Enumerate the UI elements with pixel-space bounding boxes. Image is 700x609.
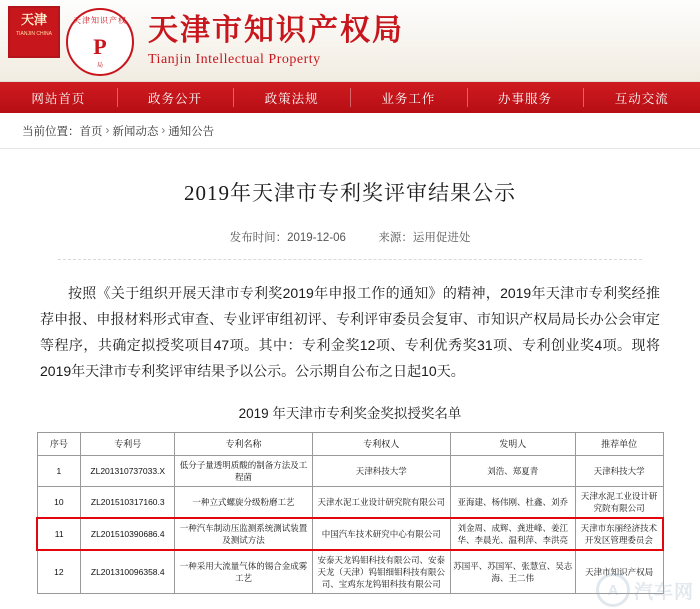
breadcrumb-item-notice[interactable]: 通知公告 [168,125,215,138]
meta-divider [58,259,642,260]
seal-top-label: 天津知识产权 [73,16,127,25]
column-header-inventors: 发明人 [450,433,575,456]
cell-owner: 天津水泥工业设计研究院有限公司 [312,487,450,519]
cell-patent-name: 低分子量透明质酸的制备方法及工程菌 [175,456,313,487]
column-header-owner: 专利权人 [312,433,450,456]
table-caption: 2019 年天津市专利奖金奖拟授奖名单 [238,406,462,421]
nav-item-interaction[interactable]: 互动交流 [583,82,700,113]
breadcrumb [0,113,700,149]
breadcrumb-separator-1: › [105,124,110,137]
cell-patent-id: ZL201510317160.3 [81,487,175,519]
cell-owner: 安泰天龙钨钼科技有限公司、安泰天龙（天津）钨钼细钼科技有限公司、宝鸡东龙钨钼科技有限公司 [312,550,450,594]
column-header-patent-name: 专利名称 [175,433,313,456]
breadcrumb-item-news[interactable]: 新闻动态 [112,125,159,138]
article [0,177,700,594]
seal-center-glyph: P [93,34,107,59]
publish-date-value: 2019-12-06 [287,232,346,244]
cell-patent-name: 一种汽车制动压监测系统测试装置及测试方法 [175,518,313,550]
source-label: 来源： [378,232,413,244]
nav-item-policies[interactable]: 政策法规 [233,82,350,113]
cell-recommender: 天津市东丽经济技术开发区管理委员会 [575,518,663,550]
column-header-patent-id: 专利号 [81,433,175,456]
table-header-row [37,433,663,456]
cell-inventors: 刘浩、郑夏青 [450,456,575,487]
cell-no: 11 [37,518,81,550]
cell-inventors: 亚海建、杨伟刚、杜鑫、刘乔 [450,487,575,519]
table-row [37,487,663,519]
nav-item-home[interactable]: 网站首页 [31,91,86,106]
main-navigation [0,82,700,113]
cell-recommender: 天津市知识产权局 [575,550,663,594]
cell-patent-name: 一种采用大流量气体的锡合金成雾工艺 [175,550,313,594]
cell-owner: 天津科技大学 [312,456,450,487]
site-banner [0,0,700,82]
site-title-block [148,14,404,68]
breadcrumb-separator-2: › [161,124,166,137]
emblem-label-en: TIANJIN CHINA [16,31,52,37]
article-body: 按照《关于组织开展天津市专利奖2019年申报工作的通知》的精神，2019年天津市专利奖经推荐申报、申报材料形式审查、专业评审组初评、专利评审委员会复审、市知识产权局局长办公会审定等程序，共确定拟授奖项目47项。其中：专利金奖12项、专利优秀奖31项、专利创业奖4项。现将2019年天津市专利奖评审结果予以公示。公示期自公布之日起10天。 [40,285,660,379]
emblem-label-cn: 天津 [20,12,47,27]
agency-seal-icon [66,8,134,76]
cell-inventors: 刘金周、成辉、龚进峰、姜江华、李晨光、温利萍、李洪亮 [450,518,575,550]
source-value: 运用促进处 [412,232,471,244]
cell-patent-id: ZL201510390686.4 [81,518,175,550]
breadcrumb-item-home[interactable]: 首页 [79,125,103,138]
cell-patent-name: 一种立式螺旋分级粉磨工艺 [175,487,313,519]
nav-item-affairs[interactable]: 政务公开 [117,82,234,113]
nav-item-business[interactable]: 业务工作 [350,82,467,113]
cell-owner: 中国汽车技术研究中心有限公司 [312,518,450,550]
cell-patent-id: ZL201310096358.4 [81,550,175,594]
cell-no: 10 [37,487,81,519]
breadcrumb-prefix: 当前位置： [22,125,80,138]
article-meta [36,229,664,245]
cell-no: 12 [37,550,81,594]
cell-patent-id: ZL201310737033.X [81,456,175,487]
site-title-cn: 天津市知识产权局 [148,14,404,47]
page-title: 2019年天津市专利奖评审结果公示 [184,181,516,205]
publish-date-label: 发布时间： [229,232,288,244]
award-table [36,432,664,594]
column-header-recommender: 推荐单位 [575,433,663,456]
watermark-text: 汽车网 [633,581,694,603]
table-row [37,550,663,594]
seal-bottom-label: 局 [96,63,103,69]
watermark-logo-icon: A [596,573,630,607]
cell-recommender: 天津科技大学 [575,456,663,487]
cell-recommender: 天津水泥工业设计研究院有限公司 [575,487,663,519]
national-emblem-icon [8,6,60,58]
cell-inventors: 苏国平、苏国军、张慧宣、吴志海、王二伟 [450,550,575,594]
site-title-en: Tianjin Intellectual Property [148,52,321,67]
nav-item-services[interactable]: 办事服务 [467,82,584,113]
column-header-no: 序号 [37,433,81,456]
cell-no: 1 [37,456,81,487]
table-row [37,456,663,487]
table-row-highlighted [37,518,663,550]
